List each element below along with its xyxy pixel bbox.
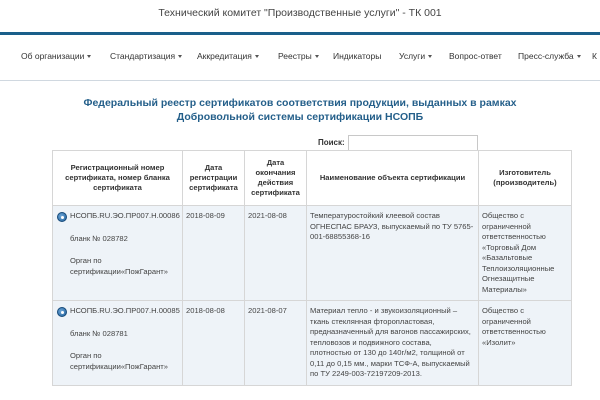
- certificate-number: НСОПБ.RU.ЭО.ПР007.Н.00086: [70, 211, 180, 220]
- table-header-row: [53, 151, 572, 206]
- nav-item-more[interactable]: К: [592, 51, 597, 61]
- nav-item-press[interactable]: Пресс-служба: [518, 51, 581, 61]
- chevron-down-icon: [577, 55, 581, 58]
- search-input[interactable]: [348, 135, 478, 151]
- nav-item-services[interactable]: Услуги: [399, 51, 432, 61]
- main-nav: [0, 51, 600, 67]
- nav-item-indicators[interactable]: Индикаторы: [333, 51, 382, 61]
- nav-item-accreditation[interactable]: Аккредитация: [197, 51, 259, 61]
- cell-date-end: 2021-08-08: [245, 206, 307, 301]
- site-title: Технический комитет "Производственные услуги" - ТК 001: [158, 7, 442, 19]
- table-row: [53, 301, 572, 386]
- nav-item-about[interactable]: Об организации: [21, 51, 91, 61]
- certification-body: Орган по сертификации«ПожГарант»: [70, 256, 168, 276]
- certification-body: Орган по сертификации«ПожГарант»: [70, 351, 168, 371]
- column-header-object[interactable]: Наименование объекта сертификации: [307, 151, 479, 206]
- header-divider: [0, 32, 600, 35]
- cell-maker: Общество с ограниченной ответственностью «Изолит»: [479, 301, 572, 386]
- cell-maker: Общество с ограниченной ответственностью «Торговый Дом «Базальтовые Теплоизоляционные Огнезащитные Материалы»: [479, 206, 572, 301]
- expand-row-icon[interactable]: [57, 212, 67, 222]
- cell-object: Материал тепло - и звукоизоляционный – ткань стеклянная фторопластовая, предназначенный для вагонов пассажирских, тепловозов и подвижного состава, плотностью от 130 до 140г/м2, толщиной от 0,11 до 0,15 мм., марки ТСФ-А, выпускаемый по ТУ 2249-003-72197209-2013.: [307, 301, 479, 386]
- certificates-table: [52, 150, 572, 386]
- chevron-down-icon: [255, 55, 259, 58]
- nav-item-registries[interactable]: Реестры: [278, 51, 319, 61]
- cell-date-reg: 2018-08-08: [183, 301, 245, 386]
- column-header-date-reg[interactable]: Дата регистрации сертификата: [183, 151, 245, 206]
- cell-date-reg: 2018-08-09: [183, 206, 245, 301]
- cell-date-end: 2021-08-07: [245, 301, 307, 386]
- chevron-down-icon: [428, 55, 432, 58]
- expand-row-icon[interactable]: [57, 307, 67, 317]
- cell-number: [53, 206, 183, 301]
- page-title: Федеральный реестр сертификатов соответствия продукции, выданных в рамках Добровольной системы сертификации НСОПБ: [83, 97, 517, 123]
- column-header-number[interactable]: Регистрационный номер сертификата, номер бланка сертификата: [53, 151, 183, 206]
- chevron-down-icon: [178, 55, 182, 58]
- chevron-down-icon: [315, 55, 319, 58]
- nav-item-faq[interactable]: Вопрос-ответ: [449, 51, 502, 61]
- chevron-down-icon: [87, 55, 91, 58]
- column-header-date-end[interactable]: Дата окончания действия сертификата: [245, 151, 307, 206]
- table-row: [53, 206, 572, 301]
- search-label: Поиск:: [318, 138, 345, 147]
- cell-object: Температуростойкий клеевой состав ОГНЕСПАС БРАУЗ, выпускаемый по ТУ 5765-001-68855368-16: [307, 206, 479, 301]
- blank-number: бланк № 028781: [70, 328, 128, 338]
- nav-item-standardization[interactable]: Стандартизация: [110, 51, 182, 61]
- blank-number: бланк № 028782: [70, 233, 128, 243]
- certificate-number: НСОПБ.RU.ЭО.ПР007.Н.00085: [70, 306, 180, 315]
- column-header-maker[interactable]: Изготовитель (производитель): [479, 151, 572, 206]
- cell-number: [53, 301, 183, 386]
- nav-divider: [0, 80, 600, 81]
